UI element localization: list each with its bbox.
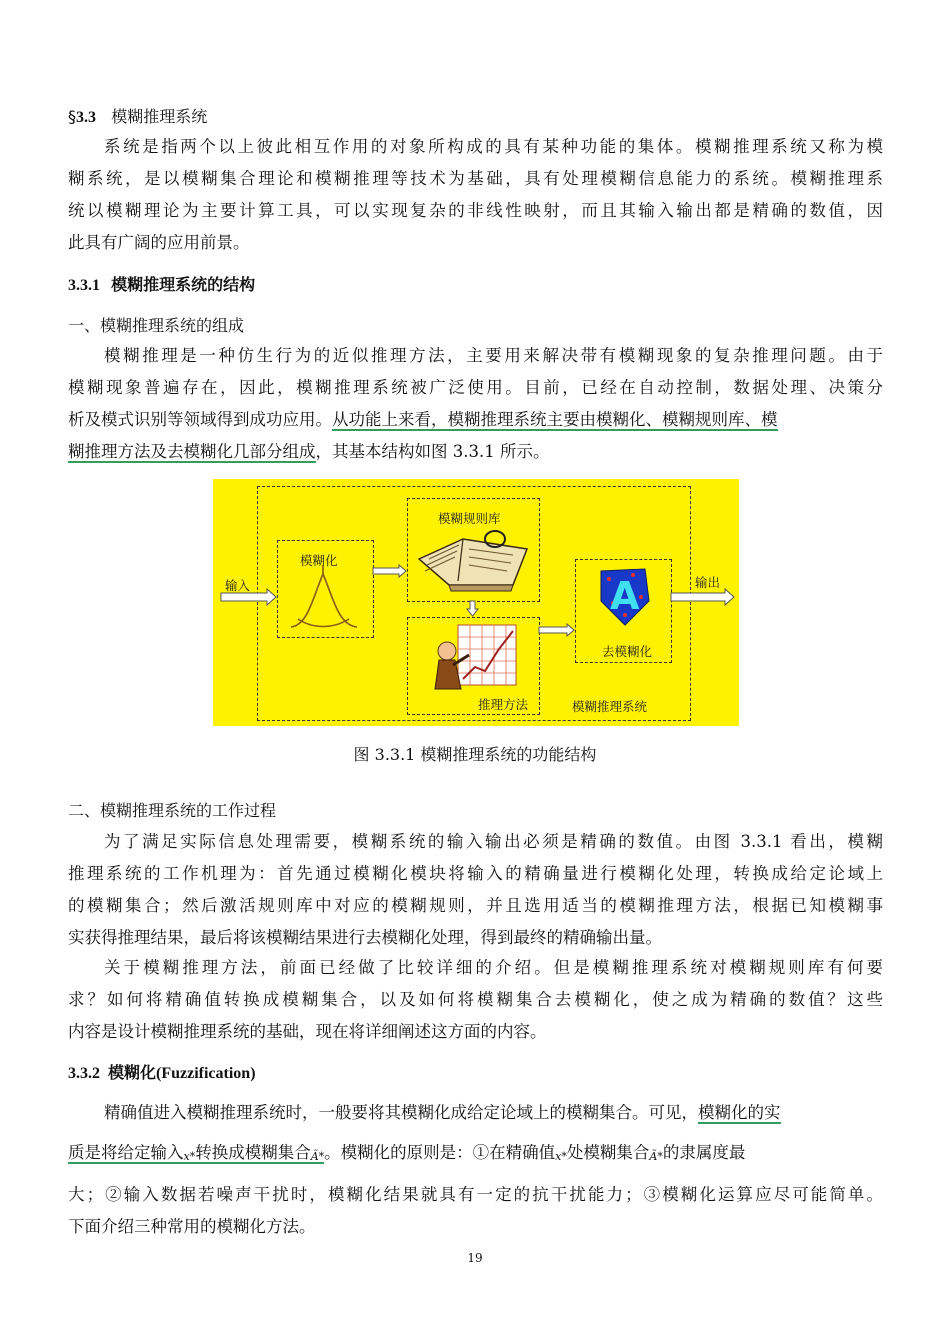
p4-l2b: 转换成模糊集合 xyxy=(195,1143,311,1162)
book-icon xyxy=(419,531,527,591)
subsection-title-2: 模糊化(Fuzzification) xyxy=(108,1065,256,1082)
figure-caption: 图 3.3.1 模糊推理系统的功能结构 xyxy=(353,745,597,764)
rulebase-label: 模糊规则库 xyxy=(438,511,501,526)
p3-line-2: 求？如何将精确值转换成模糊集合，以及如何将模糊集合去模糊化，使之成为精确的数值？这些 xyxy=(68,990,883,1009)
fuzzy-system-diagram xyxy=(213,479,739,726)
subsection-heading-2 xyxy=(68,1063,256,1085)
math-x-star: x* xyxy=(183,1150,196,1163)
p4-line-1 xyxy=(104,1102,883,1124)
input-arrow xyxy=(221,589,276,605)
p3-line-1: 关于模糊推理方法，前面已经做了比较详细的介绍。但是模糊推理系统对模糊规则库有何要 xyxy=(104,958,883,977)
output-arrow xyxy=(671,589,734,605)
inference-label: 推理方法 xyxy=(478,697,529,712)
intro-line-1: 系统是指两个以上彼此相互作用的对象所构成的具有某种功能的集体。模糊推理系统又称为模 xyxy=(104,137,883,156)
p4-l2d: 处模糊集合 xyxy=(566,1143,650,1162)
p2-line-4: 实获得推理结果，最后将该模糊结果进行去模糊化处理，得到最终的精确输出量。 xyxy=(68,928,662,947)
subsection-number-2: 3.3.2 xyxy=(68,1065,100,1082)
subsection-heading-1 xyxy=(68,274,255,297)
intro-line-4: 此具有广阔的应用前景。 xyxy=(68,233,250,252)
math-a-tilde-star: Ã* xyxy=(310,1150,325,1163)
highlight-composition-1: 从功能上来看，模糊推理系统主要由模糊化、模糊规则库、模 xyxy=(332,410,778,429)
intro-line-3: 统以模糊理论为主要计算工具，可以实现复杂的非线性映射，而且其输入输出都是精确的数值，因 xyxy=(68,201,883,220)
defuzzify-label: 去模糊化 xyxy=(602,644,653,659)
defuzzify-a-icon xyxy=(601,569,649,625)
section-number: 3.3 xyxy=(76,109,96,126)
intro-line-2: 糊系统，是以模糊集合理论和模糊推理等技术为基础，具有处理模糊信息能力的系统。模糊推理系 xyxy=(68,169,883,188)
input-label: 输入 xyxy=(225,578,251,593)
p4-line-3: 大；②输入数据若噪声干扰时，模糊化结果就具有一定的抗干扰能力；③模糊化运算应尽可能简单。 xyxy=(68,1185,883,1204)
section-heading xyxy=(68,106,207,129)
fuzzify-label: 模糊化 xyxy=(300,553,338,568)
p4-l2e: 的隶属度最 xyxy=(662,1143,746,1162)
output-label: 输出 xyxy=(695,575,721,590)
system-label: 模糊推理系统 xyxy=(572,699,648,714)
p4-line-4: 下面介绍三种常用的模糊化方法。 xyxy=(68,1217,316,1236)
p1-line-3-text: 析及模式识别等领域得到成功应用。 xyxy=(68,410,332,429)
fuzzify-to-rule-arrow xyxy=(373,565,406,577)
p1-line-3 xyxy=(68,409,883,431)
page-number: 19 xyxy=(467,1251,483,1265)
svg-text:A: A xyxy=(610,574,640,618)
subsection-number: 3.3.1 xyxy=(68,277,100,294)
rule-to-inference-arrow xyxy=(467,601,478,616)
p3-line-3: 内容是设计模糊推理系统的基础，现在将详细阐述这方面的内容。 xyxy=(68,1022,547,1041)
p2-line-3: 的模糊集合；然后激活规则库中对应的模糊规则，并且选用适当的模糊推理方法，根据已知模糊事 xyxy=(68,896,883,915)
math-x-star-2: x* xyxy=(555,1150,567,1163)
math-a-tilde-star-2: Ã* xyxy=(649,1150,663,1163)
highlight-fuzzify-2 xyxy=(68,1143,324,1164)
heading-process: 二、模糊推理系统的工作过程 xyxy=(68,801,277,820)
p2-line-2: 推理系统的工作机理为：首先通过模糊化模块将输入的精确量进行模糊化处理，转换成给定论域上 xyxy=(68,864,883,883)
p1-line-1: 模糊推理是一种仿生行为的近似推理方法，主要用来解决带有模糊现象的复杂推理问题。由于 xyxy=(104,346,883,365)
p1-line-2: 模糊现象普遍存在，因此，模糊推理系统被广泛使用。目前，已经在自动控制，数据处理、决策分 xyxy=(68,378,883,397)
highlight-composition-2: 糊推理方法及去模糊化几部分组成 xyxy=(68,442,316,461)
p4-line-1-text: 精确值进入模糊推理系统时，一般要将其模糊化成给定论域上的模糊集合。可见， xyxy=(104,1103,698,1122)
p1-line-4-text: ，其基本结构如图 3.3.1 所示。 xyxy=(315,442,550,461)
subsection-title: 模糊推理系统的结构 xyxy=(111,275,256,294)
p1-line-4 xyxy=(68,441,883,463)
section-title: 模糊推理系统 xyxy=(111,107,208,126)
highlight-fuzzify-1: 模糊化的实 xyxy=(698,1103,781,1122)
p4-l2c: 。模糊化的原则是：①在精确值 xyxy=(324,1143,556,1162)
inference-chart-icon xyxy=(435,625,516,689)
p4-l2a: 质是将给定输入 xyxy=(68,1143,184,1162)
p4-line-2 xyxy=(68,1142,883,1168)
section-mark: § xyxy=(68,107,76,126)
p2-line-1: 为了满足实际信息处理需要，模糊系统的输入输出必须是精确的数值。由图 3.3.1 看出，模糊 xyxy=(104,832,883,851)
inference-to-defuzzify-arrow xyxy=(539,624,574,636)
heading-composition: 一、模糊推理系统的组成 xyxy=(68,316,245,335)
diagram-graphics xyxy=(213,479,739,726)
fuzzify-curve-icon xyxy=(291,565,357,627)
